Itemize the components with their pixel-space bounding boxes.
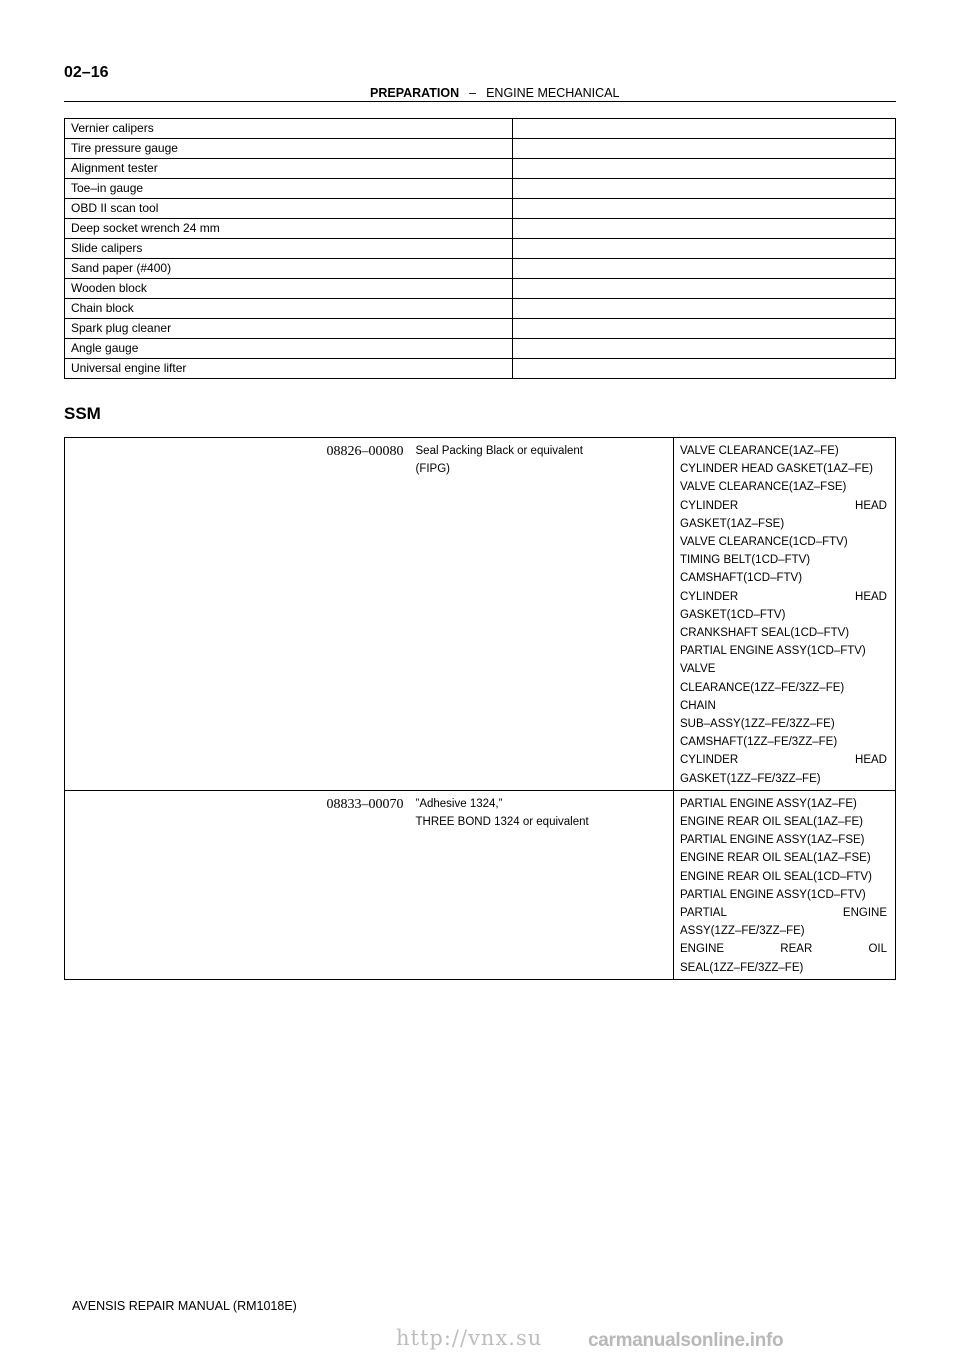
ssm-table bbox=[64, 437, 896, 980]
tool-note bbox=[513, 159, 896, 179]
tool-name: Universal engine lifter bbox=[65, 359, 513, 379]
tool-row bbox=[65, 259, 896, 279]
tool-name: Wooden block bbox=[65, 279, 513, 299]
tool-note bbox=[513, 319, 896, 339]
ssm-usage-line: TIMING BELT(1CD–FTV) bbox=[680, 554, 811, 567]
ssm-description-line: ”Adhesive 1324,” bbox=[415, 797, 503, 810]
tool-row bbox=[65, 139, 896, 159]
ssm-usage-line: CYLINDER HEAD bbox=[680, 754, 887, 767]
tool-name: Alignment tester bbox=[65, 159, 513, 179]
footer-manual-title: AVENSIS REPAIR MANUAL (RM1018E) bbox=[72, 1299, 297, 1313]
ssm-usage bbox=[674, 790, 896, 979]
tool-row bbox=[65, 279, 896, 299]
tool-note bbox=[513, 339, 896, 359]
tool-note bbox=[513, 179, 896, 199]
ssm-usage-line: CLEARANCE(1ZZ–FE/3ZZ–FE) bbox=[680, 681, 845, 694]
ssm-usage-line: CAMSHAFT(1CD–FTV) bbox=[680, 572, 803, 585]
tool-name: Vernier calipers bbox=[65, 119, 513, 139]
ssm-usage-line: CHAIN bbox=[680, 699, 716, 712]
ssm-usage-line: ASSY(1ZZ–FE/3ZZ–FE) bbox=[680, 925, 805, 938]
tool-name: Slide calipers bbox=[65, 239, 513, 259]
ssm-description-line: Seal Packing Black or equivalent bbox=[415, 445, 583, 457]
ssm-usage bbox=[674, 438, 896, 791]
ssm-usage-line: PARTIAL ENGINE ASSY(1AZ–FE) bbox=[680, 797, 857, 810]
tool-note bbox=[513, 299, 896, 319]
tool-row bbox=[65, 359, 896, 379]
ssm-usage-line: CYLINDER HEAD bbox=[680, 590, 887, 603]
ssm-usage-line: PARTIAL ENGINE ASSY(1CD–FTV) bbox=[680, 645, 866, 658]
tool-name: Chain block bbox=[65, 299, 513, 319]
ssm-description bbox=[410, 438, 674, 791]
ssm-usage-line: VALVE CLEARANCE(1AZ–FE) bbox=[680, 445, 839, 457]
tool-name: Deep socket wrench 24 mm bbox=[65, 219, 513, 239]
tool-row bbox=[65, 179, 896, 199]
section-subtitle: ENGINE MECHANICAL bbox=[486, 86, 620, 100]
ssm-usage-line: ENGINE REAR OIL SEAL(1AZ–FSE) bbox=[680, 852, 871, 865]
tool-row bbox=[65, 119, 896, 139]
ssm-heading: SSM bbox=[64, 404, 101, 423]
ssm-description-line: THREE BOND 1324 or equivalent bbox=[415, 816, 589, 829]
watermark-site: carmanualsonline.info bbox=[588, 1330, 784, 1351]
ssm-description bbox=[410, 790, 674, 979]
ssm-usage-line: ENGINE REAR OIL bbox=[680, 943, 887, 956]
tool-name: Sand paper (#400) bbox=[65, 259, 513, 279]
tool-row bbox=[65, 299, 896, 319]
tool-name: Tire pressure gauge bbox=[65, 139, 513, 159]
page-number: 02–16 bbox=[64, 64, 109, 81]
tool-name: Spark plug cleaner bbox=[65, 319, 513, 339]
section-separator: – bbox=[469, 86, 477, 100]
tool-row bbox=[65, 159, 896, 179]
ssm-usage-line: SEAL(1ZZ–FE/3ZZ–FE) bbox=[680, 961, 804, 974]
tool-note bbox=[513, 139, 896, 159]
tool-note bbox=[513, 259, 896, 279]
ssm-usage-line: GASKET(1CD–FTV) bbox=[680, 608, 786, 621]
ssm-part-number: 08833–00070 bbox=[65, 790, 410, 979]
ssm-usage-line: ENGINE REAR OIL SEAL(1AZ–FE) bbox=[680, 816, 863, 829]
tool-name: OBD II scan tool bbox=[65, 199, 513, 219]
section-header bbox=[370, 86, 619, 100]
tool-name: Toe–in gauge bbox=[65, 179, 513, 199]
header-rule bbox=[64, 101, 896, 102]
ssm-usage-line: VALVE CLEARANCE(1CD–FTV) bbox=[680, 536, 848, 549]
tool-note bbox=[513, 239, 896, 259]
ssm-usage-line: ENGINE REAR OIL SEAL(1CD–FTV) bbox=[680, 870, 872, 883]
tool-row bbox=[65, 219, 896, 239]
ssm-usage-line: PARTIAL ENGINE ASSY(1AZ–FSE) bbox=[680, 834, 865, 847]
ssm-description-line: (FIPG) bbox=[415, 463, 450, 476]
tool-row bbox=[65, 199, 896, 219]
tool-note bbox=[513, 279, 896, 299]
tools-table bbox=[64, 118, 896, 379]
tool-note bbox=[513, 119, 896, 139]
ssm-row bbox=[65, 790, 896, 979]
tool-note bbox=[513, 199, 896, 219]
tool-note bbox=[513, 359, 896, 379]
ssm-usage-line: GASKET(1ZZ–FE/3ZZ–FE) bbox=[680, 772, 821, 785]
ssm-usage-line: VALVE bbox=[680, 663, 716, 676]
ssm-row bbox=[65, 438, 896, 791]
tool-row bbox=[65, 339, 896, 359]
tool-row bbox=[65, 239, 896, 259]
ssm-usage-line: CRANKSHAFT SEAL(1CD–FTV) bbox=[680, 627, 850, 640]
ssm-usage-line: VALVE CLEARANCE(1AZ–FSE) bbox=[680, 481, 847, 494]
tool-name: Angle gauge bbox=[65, 339, 513, 359]
watermark-url: http://vnx.su bbox=[396, 1326, 543, 1350]
ssm-usage-line: CAMSHAFT(1ZZ–FE/3ZZ–FE) bbox=[680, 736, 838, 749]
tool-note bbox=[513, 219, 896, 239]
ssm-usage-line: PARTIAL ENGINE ASSY(1CD–FTV) bbox=[680, 888, 866, 901]
section-title: PREPARATION bbox=[370, 86, 460, 100]
ssm-usage-line: SUB–ASSY(1ZZ–FE/3ZZ–FE) bbox=[680, 718, 835, 731]
ssm-usage-line: PARTIAL ENGINE bbox=[680, 907, 887, 920]
ssm-usage-line: CYLINDER HEAD GASKET(1AZ–FE) bbox=[680, 463, 873, 476]
ssm-usage-line: CYLINDER HEAD bbox=[680, 499, 887, 512]
ssm-part-number: 08826–00080 bbox=[65, 438, 410, 791]
ssm-usage-line: GASKET(1AZ–FSE) bbox=[680, 517, 785, 530]
tool-row bbox=[65, 319, 896, 339]
